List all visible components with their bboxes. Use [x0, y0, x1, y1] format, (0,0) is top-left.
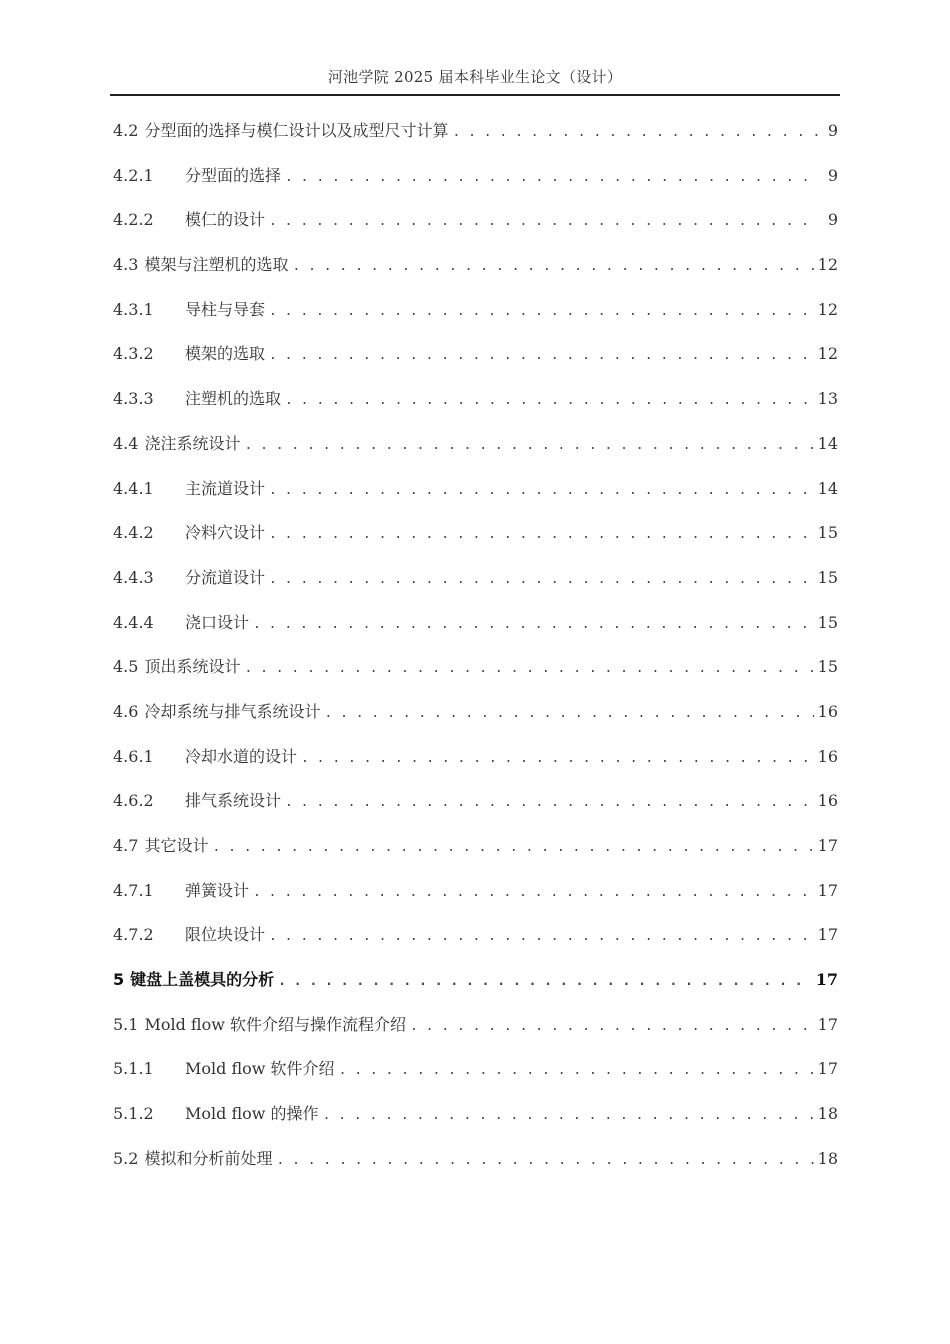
toc-entry-title: 冷却水道的设计 [185, 746, 298, 766]
toc-entry-title: 模拟和分析前处理 [144, 1148, 273, 1168]
toc-entry-number: 4.2.1 [113, 165, 154, 185]
toc-entry-page-number: 16 [817, 791, 838, 811]
toc-dot-leader [253, 617, 814, 632]
toc-entry-page-number: 16 [817, 746, 838, 766]
toc-entry-title: Mold flow 软件介绍 [185, 1059, 335, 1079]
toc-entry-number: 4.2.2 [113, 210, 154, 230]
toc-entry-number: 5 [113, 970, 125, 990]
toc-dot-leader [269, 929, 814, 944]
toc-dot-leader [269, 348, 814, 363]
toc-dot-leader [276, 1153, 813, 1168]
toc-entry[interactable] [113, 297, 838, 342]
toc-entry-title: 键盘上盖模具的分析 [130, 970, 275, 990]
toc-entry-page-number: 9 [827, 165, 838, 185]
toc-entry-number: 4.4 [113, 433, 139, 453]
toc-entry-title: 顶出系统设计 [144, 657, 241, 677]
toc-dot-leader [301, 751, 814, 766]
toc-entry-number: 4.7.2 [113, 925, 154, 945]
toc-entry-title: 主流道设计 [185, 478, 266, 498]
toc-entry-page-number: 14 [817, 433, 838, 453]
toc-entry-number: 4.5 [113, 657, 139, 677]
toc-entry[interactable] [113, 922, 838, 967]
toc-dot-leader [452, 125, 820, 140]
toc-entry-page-number: 16 [817, 701, 838, 721]
toc-entry-title: 模架与注塑机的选取 [144, 255, 289, 275]
toc-entry[interactable] [113, 163, 838, 208]
toc-entry-page-number: 15 [817, 523, 838, 543]
toc-entry-title: 分型面的选择与模仁设计以及成型尺寸计算 [144, 121, 449, 140]
toc-entry-page-number: 17 [817, 1014, 838, 1034]
toc-entry-page-number: 18 [817, 1104, 838, 1124]
toc-dot-leader [285, 393, 814, 408]
toc-entry[interactable] [113, 744, 838, 789]
toc-dot-leader [269, 527, 814, 542]
toc-dot-leader [244, 438, 813, 453]
page-header-title: 河池学院 2025 届本科毕业生论文（设计） [327, 68, 623, 86]
toc-entry-title: 其它设计 [144, 836, 209, 855]
toc-entry-number: 5.2 [113, 1148, 139, 1168]
toc-entry-page-number: 17 [815, 970, 838, 990]
toc-entry-title: 弹簧设计 [185, 880, 250, 900]
toc-dot-leader [269, 214, 820, 229]
toc-entry[interactable] [113, 967, 838, 1012]
toc-entry[interactable] [113, 1101, 838, 1146]
toc-entry-number: 4.7 [113, 836, 139, 855]
toc-dot-leader [324, 706, 813, 721]
toc-entry[interactable] [113, 520, 838, 565]
toc-entry[interactable] [113, 833, 838, 878]
toc-entry-page-number: 12 [817, 255, 838, 275]
toc-entry-number: 4.4.3 [113, 567, 154, 587]
toc-entry-number: 4.4.4 [113, 612, 154, 632]
toc-dot-leader [269, 572, 814, 587]
toc-entry-page-number: 17 [817, 925, 838, 945]
toc-dot-leader [285, 795, 814, 810]
toc-entry-page-number: 15 [817, 657, 838, 677]
toc-entry[interactable] [113, 878, 838, 923]
toc-entry[interactable] [113, 1146, 838, 1191]
toc-entry-page-number: 13 [817, 389, 838, 409]
toc-entry-number: 4.3.1 [113, 299, 154, 319]
toc-entry-number: 4.2 [113, 121, 139, 140]
toc-dot-leader [323, 1108, 814, 1123]
toc-entry-number: 4.6.2 [113, 791, 154, 811]
toc-entry-page-number: 17 [817, 1059, 838, 1079]
toc-entry[interactable] [113, 654, 838, 699]
toc-entry[interactable] [113, 699, 838, 744]
toc-entry-title: 排气系统设计 [185, 791, 282, 811]
toc-entry-page-number: 17 [817, 836, 838, 855]
toc-entry[interactable] [113, 341, 838, 386]
toc-entry[interactable] [113, 386, 838, 431]
toc-entry[interactable] [113, 207, 838, 252]
table-of-contents [113, 118, 838, 1191]
toc-entry-title: 模仁的设计 [185, 210, 266, 230]
toc-entry-page-number: 17 [817, 880, 838, 900]
toc-entry-page-number: 18 [817, 1148, 838, 1168]
toc-entry-number: 5.1.1 [113, 1059, 154, 1079]
toc-entry-number: 4.4.1 [113, 478, 154, 498]
toc-entry[interactable] [113, 1056, 838, 1101]
toc-dot-leader [212, 840, 813, 855]
toc-entry-title: 冷却系统与排气系统设计 [144, 701, 321, 721]
toc-entry-title: 导柱与导套 [185, 299, 266, 319]
toc-entry-title: 浇注系统设计 [144, 433, 241, 453]
toc-dot-leader [410, 1019, 814, 1034]
toc-dot-leader [278, 974, 812, 989]
toc-entry-page-number: 9 [827, 210, 838, 230]
toc-entry[interactable] [113, 1012, 838, 1057]
toc-entry-title: Mold flow 软件介绍与操作流程介绍 [144, 1014, 407, 1034]
toc-entry-number: 5.1 [113, 1014, 139, 1034]
toc-entry[interactable] [113, 788, 838, 833]
toc-entry-page-number: 15 [817, 612, 838, 632]
toc-entry[interactable] [113, 565, 838, 610]
toc-entry-page-number: 14 [817, 478, 838, 498]
toc-entry-title: 分流道设计 [185, 567, 266, 587]
toc-entry-number: 4.3.3 [113, 389, 154, 409]
toc-dot-leader [269, 304, 814, 319]
toc-entry[interactable] [113, 476, 838, 521]
toc-entry[interactable] [113, 118, 838, 163]
toc-entry[interactable] [113, 610, 838, 655]
toc-entry-title: 冷料穴设计 [185, 523, 266, 543]
toc-entry-number: 4.3.2 [113, 344, 154, 364]
header-divider [110, 94, 840, 96]
toc-entry[interactable] [113, 252, 838, 297]
toc-entry-number: 5.1.2 [113, 1104, 154, 1124]
toc-entry-page-number: 9 [827, 121, 838, 140]
toc-dot-leader [292, 259, 813, 274]
toc-entry-title: 注塑机的选取 [185, 389, 282, 409]
toc-dot-leader [244, 661, 813, 676]
toc-entry-title: 限位块设计 [185, 925, 266, 945]
toc-entry-title: 分型面的选择 [185, 165, 282, 185]
toc-dot-leader [253, 885, 814, 900]
toc-dot-leader [285, 170, 820, 185]
toc-entry-title: Mold flow 的操作 [185, 1104, 319, 1124]
toc-entry-title: 模架的选取 [185, 344, 266, 364]
toc-entry-title: 浇口设计 [185, 612, 250, 632]
toc-dot-leader [269, 483, 814, 498]
toc-entry-number: 4.6.1 [113, 746, 154, 766]
toc-entry-number: 4.7.1 [113, 880, 154, 900]
toc-entry-page-number: 12 [817, 299, 838, 319]
toc-entry-number: 4.4.2 [113, 523, 154, 543]
toc-entry-page-number: 12 [817, 344, 838, 364]
toc-entry[interactable] [113, 431, 838, 476]
toc-entry-page-number: 15 [817, 567, 838, 587]
toc-entry-number: 4.6 [113, 701, 139, 721]
toc-entry-number: 4.3 [113, 255, 139, 275]
toc-dot-leader [339, 1063, 814, 1078]
